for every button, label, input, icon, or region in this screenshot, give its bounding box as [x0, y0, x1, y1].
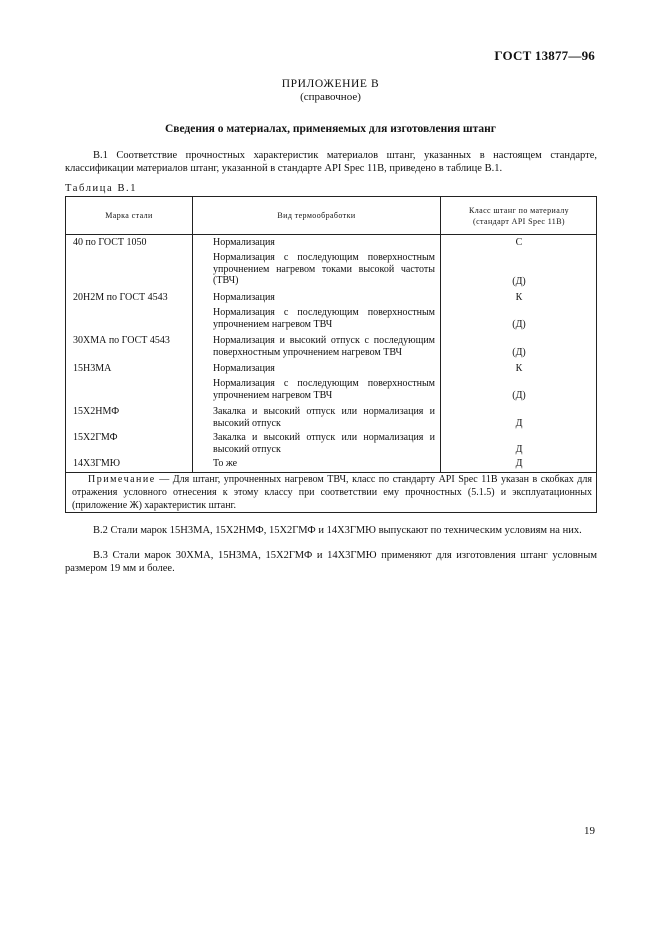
table-note	[72, 473, 592, 512]
row-5-grade: 30ХМА по ГОСТ 4543	[73, 335, 170, 346]
table-header-divider	[66, 234, 596, 235]
row-6-treatment: Нормализация	[213, 363, 275, 374]
row-3-grade: 20Н2М по ГОСТ 4543	[73, 292, 168, 303]
note-text: — Для штанг, упрочненных нагревом ТВЧ, класс по стандарту API Spec 11B указан в скобках для отражения условного отнесения к этому классу при соответствии ему прочностных (5.1.5) и эксплуатационных (приложение Ж) характеристик штанг.	[72, 474, 592, 511]
row-6-class: К	[515, 363, 523, 374]
row-3-treatment: Нормализация	[213, 292, 275, 303]
row-9-class: Д	[515, 444, 523, 455]
row-7-class: (Д)	[512, 390, 526, 401]
section-heading: Сведения о материалах, применяемых для изготовления штанг	[164, 123, 497, 135]
paragraph-b2: В.2 Стали марок 15Н3МА, 15Х2НМФ, 15Х2ГМФ и 14Х3ГМЮ выпускают по техническим условиям на них.	[93, 525, 582, 536]
appendix-type: (справочное)	[300, 91, 361, 103]
note-label: Примечание	[88, 474, 156, 485]
row-5-class: (Д)	[512, 347, 526, 358]
appendix-title: ПРИЛОЖЕНИЕ В	[281, 78, 380, 90]
row-5-treatment: Нормализация и высокий отпуск с последующим поверхностным упрочнением нагревом ТВЧ	[213, 335, 435, 358]
row-3-class: К	[515, 292, 523, 303]
materials-table	[65, 196, 597, 513]
row-6-grade: 15Н3МА	[73, 363, 112, 374]
row-10-grade: 14Х3ГМЮ	[73, 458, 121, 469]
page-number: 19	[584, 825, 595, 837]
paragraph-b3: В.3 Стали марок 30ХМА, 15Н3МА, 15Х2ГМФ и 14Х3ГМЮ применяют для изготовления штанг условным размером 19 мм и более.	[65, 550, 597, 574]
row-8-class: Д	[515, 418, 523, 429]
header-class: Класс штанг по материалу (стандарт API Spec 11B)	[468, 206, 570, 226]
header-steel-grade: Марка стали	[105, 211, 153, 220]
row-2-treatment: Нормализация с последующим поверхностным упрочнением нагревом токами высокой частоты (ТВЧ)	[213, 252, 435, 286]
document-code: ГОСТ 13877—96	[494, 48, 595, 63]
row-10-treatment: То же	[213, 458, 238, 469]
row-10-class: Д	[515, 458, 523, 469]
row-8-treatment: Закалка и высокий отпуск или нормализация и высокий отпуск	[213, 406, 435, 429]
row-4-treatment: Нормализация с последующим поверхностным упрочнением нагревом ТВЧ	[213, 307, 435, 330]
row-1-grade: 40 по ГОСТ 1050	[73, 237, 147, 248]
row-9-treatment: Закалка и высокий отпуск или нормализация и высокий отпуск	[213, 432, 435, 455]
table-caption: Таблица В.1	[65, 183, 138, 194]
row-8-grade: 15Х2НМФ	[73, 406, 120, 417]
row-4-class: (Д)	[512, 319, 526, 330]
row-1-treatment: Нормализация	[213, 237, 275, 248]
row-7-treatment: Нормализация с последующим поверхностным упрочнением нагревом ТВЧ	[213, 378, 435, 401]
paragraph-b1: В.1 Соответствие прочностных характеристик материалов штанг, указанных в настоящем стандарте, классификации материалов штанг, указанной в стандарте API Spec 11B, приведено в таблице В.1.	[65, 150, 597, 174]
row-9-grade: 15Х2ГМФ	[73, 432, 118, 443]
table-column-divider	[192, 197, 193, 472]
row-2-class: (Д)	[512, 276, 526, 287]
header-heat-treatment: Вид термообработки	[277, 211, 356, 220]
row-1-class: С	[515, 237, 523, 248]
